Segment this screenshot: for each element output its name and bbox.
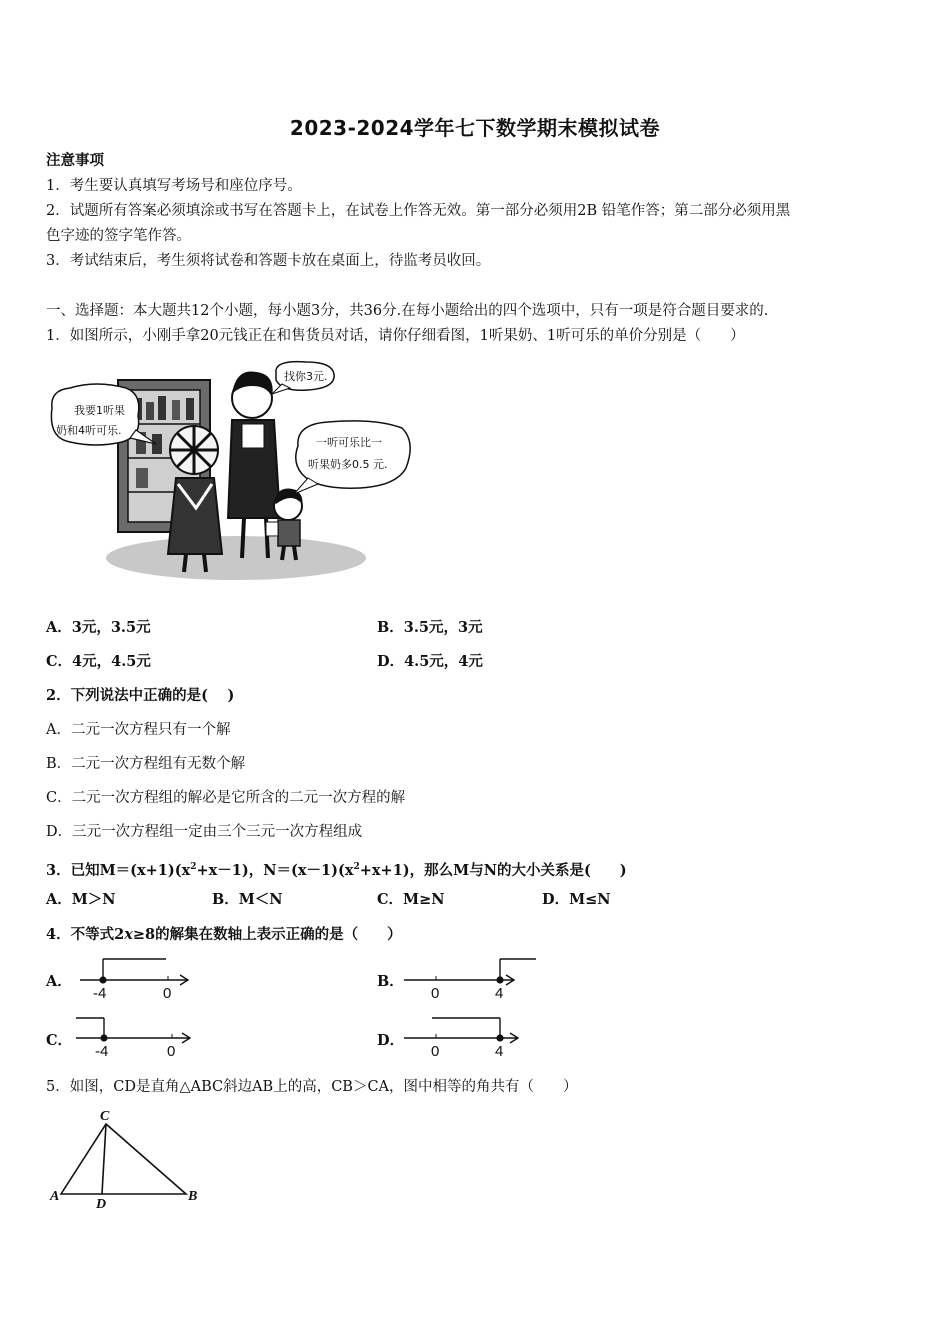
q4-b-tick-2: 4 bbox=[495, 985, 504, 1002]
q5-triangle-figure bbox=[46, 1108, 216, 1212]
q4-c-tick-2: 0 bbox=[167, 1043, 176, 1060]
q4-stem-part1: 4．不等式2 bbox=[46, 926, 125, 943]
bubble-top-text: 找你3元. bbox=[284, 370, 328, 383]
q2-option-c: C．二元一次方程组的解必是它所含的二元一次方程的解 bbox=[46, 790, 406, 806]
q3-sup-2: 2 bbox=[353, 862, 360, 872]
q3-sup-1: 2 bbox=[190, 862, 197, 872]
notes-heading: 注意事项 bbox=[46, 152, 104, 169]
q4-option-b-numberline bbox=[402, 954, 542, 1002]
q1-option-b: B．3.5元，3元 bbox=[377, 619, 483, 636]
triangle-label-c: C bbox=[100, 1109, 110, 1124]
notes-item-2-cont: 色字迹的签字笔作答。 bbox=[46, 228, 191, 244]
triangle-label-b: B bbox=[188, 1189, 198, 1204]
q4-option-c-numberline bbox=[74, 1012, 198, 1060]
q1-option-a: A．3元，3.5元 bbox=[46, 619, 151, 636]
q1-option-c: C．4元，4.5元 bbox=[46, 653, 151, 670]
bubble-left-line1: 我要1听果 bbox=[74, 404, 125, 417]
q4-option-a-numberline bbox=[78, 954, 198, 1002]
notes-item-2: 2．试题所有答案必须填涂或书写在答题卡上，在试卷上作答无效。第一部分必须用2B 铅笔作答；第二部分必须用黑 bbox=[46, 203, 791, 219]
q4-c-tick-1: -4 bbox=[95, 1043, 109, 1060]
bubble-right-line1: 一听可乐比一 bbox=[316, 436, 382, 449]
bubble-left-line2: 奶和4听可乐. bbox=[56, 424, 122, 437]
q1-stem: 1．如图所示，小刚手拿20元钱正在和售货员对话，请你仔细看图，1听果奶、1听可乐的单价分别是（ ） bbox=[46, 328, 745, 344]
q2-stem: 2．下列说法中正确的是( ) bbox=[46, 687, 235, 704]
q3-option-d: D．M≤N bbox=[542, 891, 611, 908]
q3-stem-part2: +x－1)，N＝(x－1)(x bbox=[196, 861, 354, 879]
page-title: 2023-2024学年七下数学期末模拟试卷 bbox=[289, 116, 661, 140]
q3-option-b: B．M＜N bbox=[212, 891, 283, 908]
q2-option-d: D．三元一次方程组一定由三个三元一次方程组成 bbox=[46, 824, 363, 840]
q1-illustration bbox=[46, 358, 416, 588]
q4-stem-part2: ≥8的解集在数轴上表示正确的是（ ） bbox=[132, 926, 402, 943]
bubble-right-line2: 听果奶多0.5 元. bbox=[308, 458, 388, 471]
section1-heading: 一、选择题：本大题共12个小题，每小题3分，共36分.在每小题给出的四个选项中，只有一项是符合题目要求的. bbox=[46, 303, 769, 319]
q4-d-tick-2: 4 bbox=[495, 1043, 504, 1060]
q3-option-c: C．M≥N bbox=[377, 891, 445, 908]
notes-item-3: 3．考试结束后，考生须将试卷和答题卡放在桌面上，待监考员收回。 bbox=[46, 253, 491, 269]
q4-d-tick-1: 0 bbox=[431, 1043, 440, 1060]
triangle-label-d: D bbox=[96, 1197, 107, 1212]
q3-option-a: A．M＞N bbox=[46, 891, 116, 908]
q5-stem: 5．如图，CD是直角△ABC斜边AB上的高，CB＞CA，图中相等的角共有（ ） bbox=[46, 1079, 578, 1095]
q4-option-b-label: B． bbox=[377, 973, 404, 990]
q2-option-a: A．二元一次方程只有一个解 bbox=[46, 722, 231, 738]
triangle-label-a: A bbox=[50, 1189, 60, 1204]
q4-option-c-label: C． bbox=[46, 1032, 73, 1049]
q3-stem bbox=[46, 857, 627, 881]
q4-stem-var: x bbox=[124, 926, 133, 943]
q4-option-d-label: D． bbox=[377, 1032, 405, 1049]
q4-option-a-label: A． bbox=[46, 973, 72, 990]
q4-stem bbox=[46, 925, 402, 945]
notes-item-1: 1．考生要认真填写考场号和座位序号。 bbox=[46, 178, 302, 194]
q4-b-tick-1: 0 bbox=[431, 985, 440, 1002]
q4-option-d-numberline bbox=[402, 1012, 526, 1060]
q3-stem-part1: 3．已知M＝(x+1)(x bbox=[46, 861, 191, 879]
q4-a-tick-1: -4 bbox=[93, 985, 107, 1002]
q3-stem-part3: +x+1)，那么M与N的大小关系是( ) bbox=[359, 861, 627, 879]
q1-option-d: D．4.5元，4元 bbox=[377, 653, 483, 670]
q4-a-tick-2: 0 bbox=[163, 985, 172, 1002]
q2-option-b: B．二元一次方程组有无数个解 bbox=[46, 756, 246, 772]
